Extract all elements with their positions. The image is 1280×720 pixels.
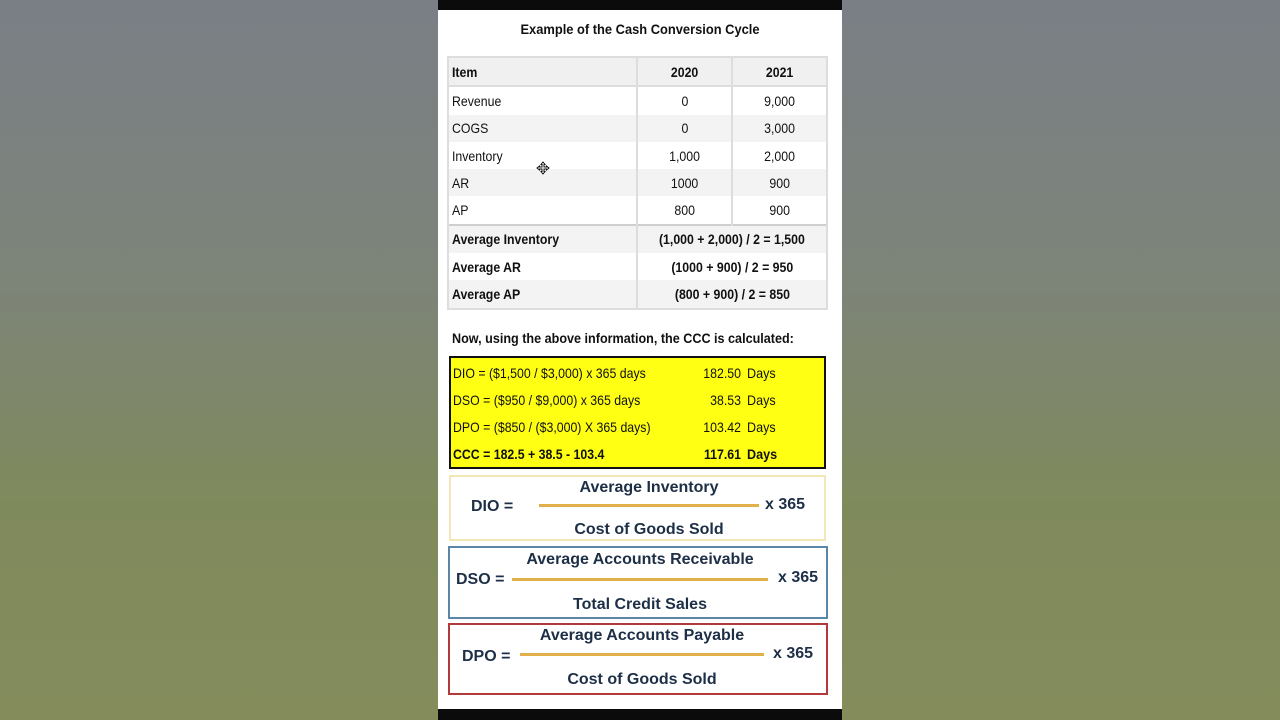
table-row bbox=[449, 142, 826, 169]
row-value-2020: 1,000 bbox=[637, 142, 732, 169]
average-row bbox=[449, 225, 826, 253]
dso-fraction-line bbox=[512, 578, 768, 581]
dso-formula-box bbox=[448, 546, 828, 619]
calc-unit: Days bbox=[747, 446, 778, 462]
calc-formula: DPO = ($850 / ($3,000) X 365 days) bbox=[453, 419, 651, 435]
calc-unit: Days bbox=[747, 419, 776, 435]
move-cursor-icon bbox=[536, 161, 550, 175]
average-row bbox=[449, 280, 826, 307]
dpo-multiplier: x 365 bbox=[773, 645, 814, 662]
row-label: Revenue bbox=[449, 86, 637, 114]
row-label: COGS bbox=[449, 115, 637, 142]
dio-numerator: Average Inventory bbox=[579, 479, 719, 496]
table-row bbox=[449, 115, 826, 142]
row-label: Inventory bbox=[449, 142, 637, 169]
average-label: Average Inventory bbox=[449, 225, 637, 253]
average-row bbox=[449, 253, 826, 280]
calc-unit: Days bbox=[747, 392, 776, 408]
table-header-row bbox=[449, 58, 826, 86]
dio-multiplier: x 365 bbox=[765, 496, 806, 513]
calc-unit: Days bbox=[747, 365, 776, 381]
document-panel bbox=[438, 0, 842, 720]
dso-denominator: Total Credit Sales bbox=[573, 596, 707, 613]
average-calc: (1000 + 900) / 2 = 950 bbox=[671, 258, 793, 275]
dpo-label: DPO = bbox=[462, 648, 511, 665]
dpo-formula-box bbox=[448, 623, 828, 695]
average-calc: (800 + 900) / 2 = 850 bbox=[637, 280, 826, 307]
bottom-black-bar bbox=[438, 709, 842, 720]
row-value-2021: 900 bbox=[732, 169, 826, 196]
calc-value: 182.50 bbox=[703, 365, 741, 381]
dso-label: DSO = bbox=[456, 571, 505, 588]
dso-multiplier: x 365 bbox=[778, 569, 819, 586]
row-value-2021: 900 bbox=[769, 202, 790, 219]
dio-formula-box bbox=[449, 475, 826, 541]
dio-denominator: Cost of Goods Sold bbox=[574, 521, 724, 538]
header-item: Item bbox=[449, 58, 637, 86]
dpo-denominator: Cost of Goods Sold bbox=[567, 671, 717, 688]
header-2021: 2021 bbox=[732, 58, 826, 86]
calc-value: 117.61 bbox=[703, 446, 741, 462]
dpo-numerator: Average Accounts Payable bbox=[539, 627, 745, 644]
row-label: AP bbox=[449, 196, 637, 224]
table-row bbox=[449, 196, 826, 224]
row-label: AR bbox=[449, 169, 637, 196]
calc-value: 38.53 bbox=[710, 392, 741, 408]
calc-value: 103.42 bbox=[703, 419, 741, 435]
ccc-calculation-box bbox=[449, 356, 826, 469]
document-title: Example of the Cash Conversion Cycle bbox=[520, 21, 760, 37]
ccc-data-table bbox=[449, 58, 826, 308]
calc-formula: DIO = ($1,500 / $3,000) x 365 days bbox=[453, 365, 646, 381]
header-2020: 2020 bbox=[637, 58, 732, 86]
dio-label: DIO = bbox=[471, 498, 514, 515]
top-black-bar bbox=[438, 0, 842, 10]
dpo-fraction-line bbox=[520, 653, 764, 656]
row-value-2020: 1000 bbox=[637, 169, 732, 196]
average-calc: (1,000 + 2,000) / 2 = 1,500 bbox=[637, 225, 826, 253]
table-row bbox=[449, 86, 826, 114]
ccc-intro-text: Now, using the above information, the CCC is calculated: bbox=[452, 330, 794, 346]
row-value-2020: 800 bbox=[637, 196, 732, 224]
dio-fraction-line bbox=[539, 504, 759, 507]
average-label: Average AP bbox=[449, 280, 637, 307]
table-row bbox=[449, 169, 826, 196]
row-value-2020: 0 bbox=[637, 86, 732, 114]
calc-formula: DSO = ($950 / $9,000) x 365 days bbox=[453, 392, 641, 408]
row-value-2021: 2,000 bbox=[764, 147, 795, 164]
row-value-2021: 3,000 bbox=[732, 115, 826, 142]
average-label: Average AR bbox=[449, 253, 637, 280]
row-value-2020: 0 bbox=[637, 115, 732, 142]
dso-numerator: Average Accounts Receivable bbox=[526, 551, 754, 568]
row-value-2021: 9,000 bbox=[764, 92, 795, 109]
calc-formula: CCC = 182.5 + 38.5 - 103.4 bbox=[453, 446, 605, 462]
